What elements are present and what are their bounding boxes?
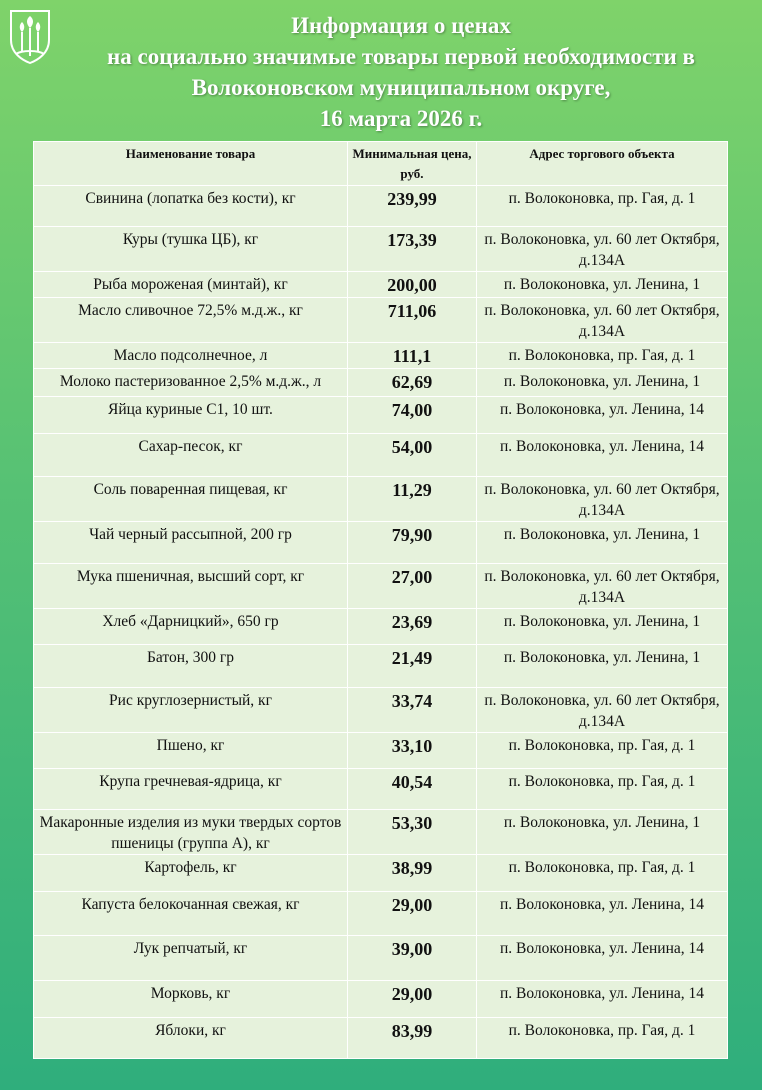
store-address: п. Волоконовка, ул. Ленина, 14 [477, 397, 728, 434]
product-price: 33,10 [348, 733, 477, 769]
product-name: Морковь, кг [34, 981, 348, 1018]
store-address: п. Волоконовка, ул. Ленина, 14 [477, 892, 728, 936]
table-row [34, 343, 728, 369]
table-row [34, 855, 728, 892]
table-row [34, 477, 728, 522]
product-name: Рыба мороженая (минтай), кг [34, 272, 348, 298]
table-row [34, 892, 728, 936]
table-row [34, 769, 728, 810]
store-address: п. Волоконовка, ул. Ленина, 1 [477, 522, 728, 564]
product-price: 53,30 [348, 810, 477, 855]
table-row [34, 810, 728, 855]
product-name: Масло сливочное 72,5% м.д.ж., кг [34, 298, 348, 343]
product-price: 27,00 [348, 564, 477, 609]
product-price: 74,00 [348, 397, 477, 434]
store-address: п. Волоконовка, ул. 60 лет Октября, д.134А [477, 298, 728, 343]
store-address: п. Волоконовка, пр. Гая, д. 1 [477, 855, 728, 892]
product-name: Мука пшеничная, высший сорт, кг [34, 564, 348, 609]
product-name: Сахар-песок, кг [34, 434, 348, 477]
title-line-1: Информация о ценах [291, 13, 511, 38]
product-price: 711,06 [348, 298, 477, 343]
column-header-price: Минимальная цена, руб. [348, 142, 477, 186]
product-price: 200,00 [348, 272, 477, 298]
table-row [34, 186, 728, 227]
product-price: 239,99 [348, 186, 477, 227]
product-price: 111,1 [348, 343, 477, 369]
product-name: Соль поваренная пищевая, кг [34, 477, 348, 522]
product-price: 23,69 [348, 609, 477, 645]
product-name: Батон, 300 гр [34, 645, 348, 688]
column-header-address: Адрес торгового объекта [477, 142, 728, 186]
product-price: 79,90 [348, 522, 477, 564]
store-address: п. Волоконовка, пр. Гая, д. 1 [477, 186, 728, 227]
product-name: Яйца куриные С1, 10 шт. [34, 397, 348, 434]
title-line-2: на социально значимые товары первой необходимости в [107, 44, 695, 69]
store-address: п. Волоконовка, пр. Гая, д. 1 [477, 343, 728, 369]
table-row [34, 298, 728, 343]
product-price: 40,54 [348, 769, 477, 810]
table-row [34, 609, 728, 645]
table-row [34, 688, 728, 733]
table-row [34, 936, 728, 981]
store-address: п. Волоконовка, ул. 60 лет Октября, д.134А [477, 564, 728, 609]
store-address: п. Волоконовка, ул. 60 лет Октября, д.134А [477, 477, 728, 522]
table-row [34, 1018, 728, 1059]
table-row [34, 981, 728, 1018]
store-address: п. Волоконовка, ул. Ленина, 1 [477, 369, 728, 397]
product-price: 38,99 [348, 855, 477, 892]
title-line-3: Волоконовском муниципальном округе, [191, 75, 611, 100]
product-price: 54,00 [348, 434, 477, 477]
store-address: п. Волоконовка, ул. Ленина, 1 [477, 272, 728, 298]
store-address: п. Волоконовка, пр. Гая, д. 1 [477, 769, 728, 810]
store-address: п. Волоконовка, пр. Гая, д. 1 [477, 1018, 728, 1059]
store-address: п. Волоконовка, ул. Ленина, 14 [477, 434, 728, 477]
store-address: п. Волоконовка, ул. Ленина, 1 [477, 810, 728, 855]
table-row [34, 227, 728, 272]
product-name: Яблоки, кг [34, 1018, 348, 1059]
table-row [34, 397, 728, 434]
page-title [40, 10, 762, 134]
product-name: Картофель, кг [34, 855, 348, 892]
title-line-4: 16 марта 2026 г. [319, 106, 483, 131]
store-address: п. Волоконовка, ул. Ленина, 14 [477, 981, 728, 1018]
product-name: Крупа гречневая-ядрица, кг [34, 769, 348, 810]
table-row [34, 369, 728, 397]
product-name: Свинина (лопатка без кости), кг [34, 186, 348, 227]
product-price: 83,99 [348, 1018, 477, 1059]
table-row [34, 645, 728, 688]
product-name: Рис круглозернистый, кг [34, 688, 348, 733]
product-name: Хлеб «Дарницкий», 650 гр [34, 609, 348, 645]
table-row [34, 564, 728, 609]
product-price: 29,00 [348, 892, 477, 936]
store-address: п. Волоконовка, пр. Гая, д. 1 [477, 733, 728, 769]
product-name: Масло подсолнечное, л [34, 343, 348, 369]
product-name: Чай черный рассыпной, 200 гр [34, 522, 348, 564]
table-row [34, 522, 728, 564]
product-name: Куры (тушка ЦБ), кг [34, 227, 348, 272]
store-address: п. Волоконовка, ул. Ленина, 14 [477, 936, 728, 981]
product-price: 29,00 [348, 981, 477, 1018]
table-row [34, 272, 728, 298]
product-price: 39,00 [348, 936, 477, 981]
product-price: 21,49 [348, 645, 477, 688]
product-price: 33,74 [348, 688, 477, 733]
column-header-product: Наименование товара [34, 142, 348, 186]
table-header-row [34, 142, 728, 186]
product-name: Пшено, кг [34, 733, 348, 769]
product-name: Молоко пастеризованное 2,5% м.д.ж., л [34, 369, 348, 397]
table-row [34, 733, 728, 769]
product-price: 11,29 [348, 477, 477, 522]
product-name: Макаронные изделия из муки твердых сортов пшеницы (группа А), кг [34, 810, 348, 855]
price-table [33, 141, 728, 1059]
store-address: п. Волоконовка, ул. Ленина, 1 [477, 609, 728, 645]
store-address: п. Волоконовка, ул. Ленина, 1 [477, 645, 728, 688]
product-name: Капуста белокочанная свежая, кг [34, 892, 348, 936]
store-address: п. Волоконовка, ул. 60 лет Октября, д.134А [477, 688, 728, 733]
product-price: 173,39 [348, 227, 477, 272]
product-price: 62,69 [348, 369, 477, 397]
product-name: Лук репчатый, кг [34, 936, 348, 981]
table-row [34, 434, 728, 477]
store-address: п. Волоконовка, ул. 60 лет Октября, д.134А [477, 227, 728, 272]
